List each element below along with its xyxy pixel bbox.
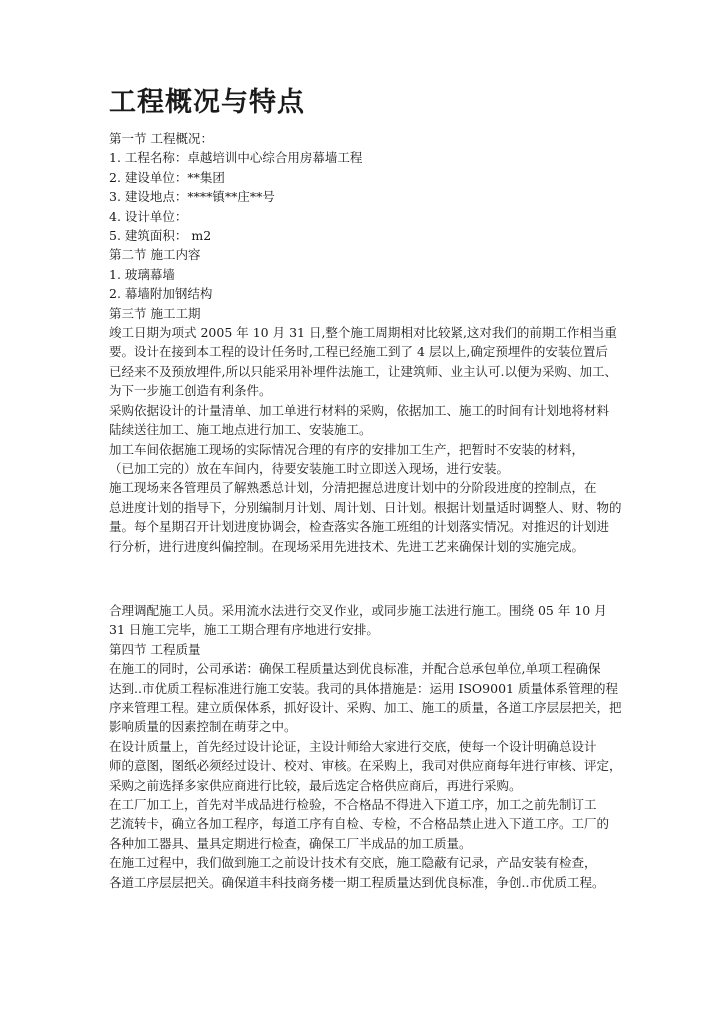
paragraph-line: 师的意图，图纸必须经过设计、校对、审核。在采购上，我司对供应商每年进行审核、评定， xyxy=(109,758,622,774)
paragraph-line: 加工车间依据施工现场的实际情况合理的有序的安排加工生产，把暂时不安装的材料， xyxy=(109,441,585,457)
paragraph-line: 在施工的同时，公司承诺：确保工程质量达到优良标准，并配合总承包单位,单项工程确保 xyxy=(109,661,601,677)
paragraph-line: 施工现场来各管理员了解熟悉总计划，分清把握总进度计划中的分阶段进度的控制点，在 xyxy=(109,480,597,496)
paragraph-line: 31 日施工完毕，施工工期合理有序地进行安排。 xyxy=(109,622,379,638)
location-line: 3. 建设地点：****镇**庄**号 xyxy=(109,189,275,205)
document-title: 工程概况与特点 xyxy=(109,87,305,118)
section-3-heading: 第三节 施工工期 xyxy=(109,305,201,321)
paragraph-line: 行分析，进行进度纠偏控制。在现场采用先进技术、先进工艺来确保计划的实施完成。 xyxy=(109,538,585,554)
paragraph-line: 在工厂加工上，首先对半成品进行检验，不合格品不得进入下道工序，加工之前先制订工 xyxy=(109,797,597,813)
paragraph-line: 各种加工器具、量具定期进行检查，确保工厂半成品的加工质量。 xyxy=(109,835,472,851)
paragraph-line: 为下一步施工创造有利条件。 xyxy=(109,383,272,399)
section-schedule-quality xyxy=(109,601,622,892)
section-2-heading: 第二节 施工内容 xyxy=(109,247,201,263)
paragraph-line: 竣工日期为项式 2005 年 10 月 31 日,整个施工周期相对比较紧,这对我们的前期工作相当重 xyxy=(109,325,617,341)
paragraph-line: 采购依据设计的计量清单、加工单进行材料的采购，依据加工、施工的时间有计划地将材料 xyxy=(109,402,610,418)
paragraph-line: 陆续送往加工、施工地点进行加工、安装施工。 xyxy=(109,422,372,438)
scope-item: 1. 玻璃幕墙 xyxy=(109,266,175,282)
paragraph-line: 达到..市优质工程标准进行施工安装。我司的具体措施是：运用 ISO9001 质量体系管理的程 xyxy=(109,680,618,696)
paragraph-line: 总进度计划的指导下，分别编制月计划、周计划、日计划。根据计划量适时调整人、财、物的 xyxy=(109,499,622,515)
paragraph-line: 采购之前选择多家供应商进行比较，最后选定合格供应商后，再进行采购。 xyxy=(109,777,522,793)
paragraph-line: 在施工过程中，我们做到施工之前设计技术有交底，施工隐蔽有记录，产品安装有检查， xyxy=(109,855,597,871)
paragraph-line: 各道工序层层把关。确保道丰科技商务楼一期工程质量达到优良标准，争创..市优质工程。 xyxy=(109,874,605,890)
area-line: 5. 建筑面积： m2 xyxy=(109,228,212,244)
paragraph-line: （已加工完的）放在车间内，待要安装施工时立即送入现场，进行安装。 xyxy=(109,460,510,476)
paragraph-line: 量。每个星期召开计划进度协调会，检查落实各施工班组的计划落实情况。对推迟的计划进 xyxy=(109,519,610,535)
section-4-heading: 第四节 工程质量 xyxy=(109,641,201,657)
paragraph-line: 影响质量的因素控制在萌芽之中。 xyxy=(109,719,297,735)
section-overview xyxy=(109,129,622,556)
paragraph-line: 合理调配施工人员。采用流水法进行交叉作业，或同步施工法进行施工。围绕 05 年 10 月 xyxy=(109,603,607,618)
client-line: 2. 建设单位：**集团 xyxy=(109,169,225,185)
designer-line: 4. 设计单位： xyxy=(109,208,188,224)
project-name-line: 1. 工程名称：卓越培训中心综合用房幕墙工程 xyxy=(109,150,363,166)
paragraph-line: 要。设计在接到本工程的设计任务时,工程已经施工到了 4 层以上,确定预埋件的安装位置后 xyxy=(109,344,608,360)
paragraph-line: 已经来不及预放埋件,所以只能采用补埋件法施工，让建筑师、业主认可.以便为采购、加工、 xyxy=(109,363,617,379)
paragraph-line: 艺流转卡，确立各加工程序，每道工序有自检、专检，不合格品禁止进入下道工序。工厂的 xyxy=(109,816,610,832)
paragraph-line: 在设计质量上，首先经过设计论证，主设计师给大家进行交底，使每一个设计明确总设计 xyxy=(109,738,597,754)
section-1-heading: 第一节 工程概况： xyxy=(109,131,213,146)
scope-item: 2. 幕墙附加钢结构 xyxy=(109,286,213,302)
paragraph-line: 序来管理工程。建立质保体系，抓好设计、采购、加工、施工的质量，各道工序层层把关，把 xyxy=(109,700,622,716)
